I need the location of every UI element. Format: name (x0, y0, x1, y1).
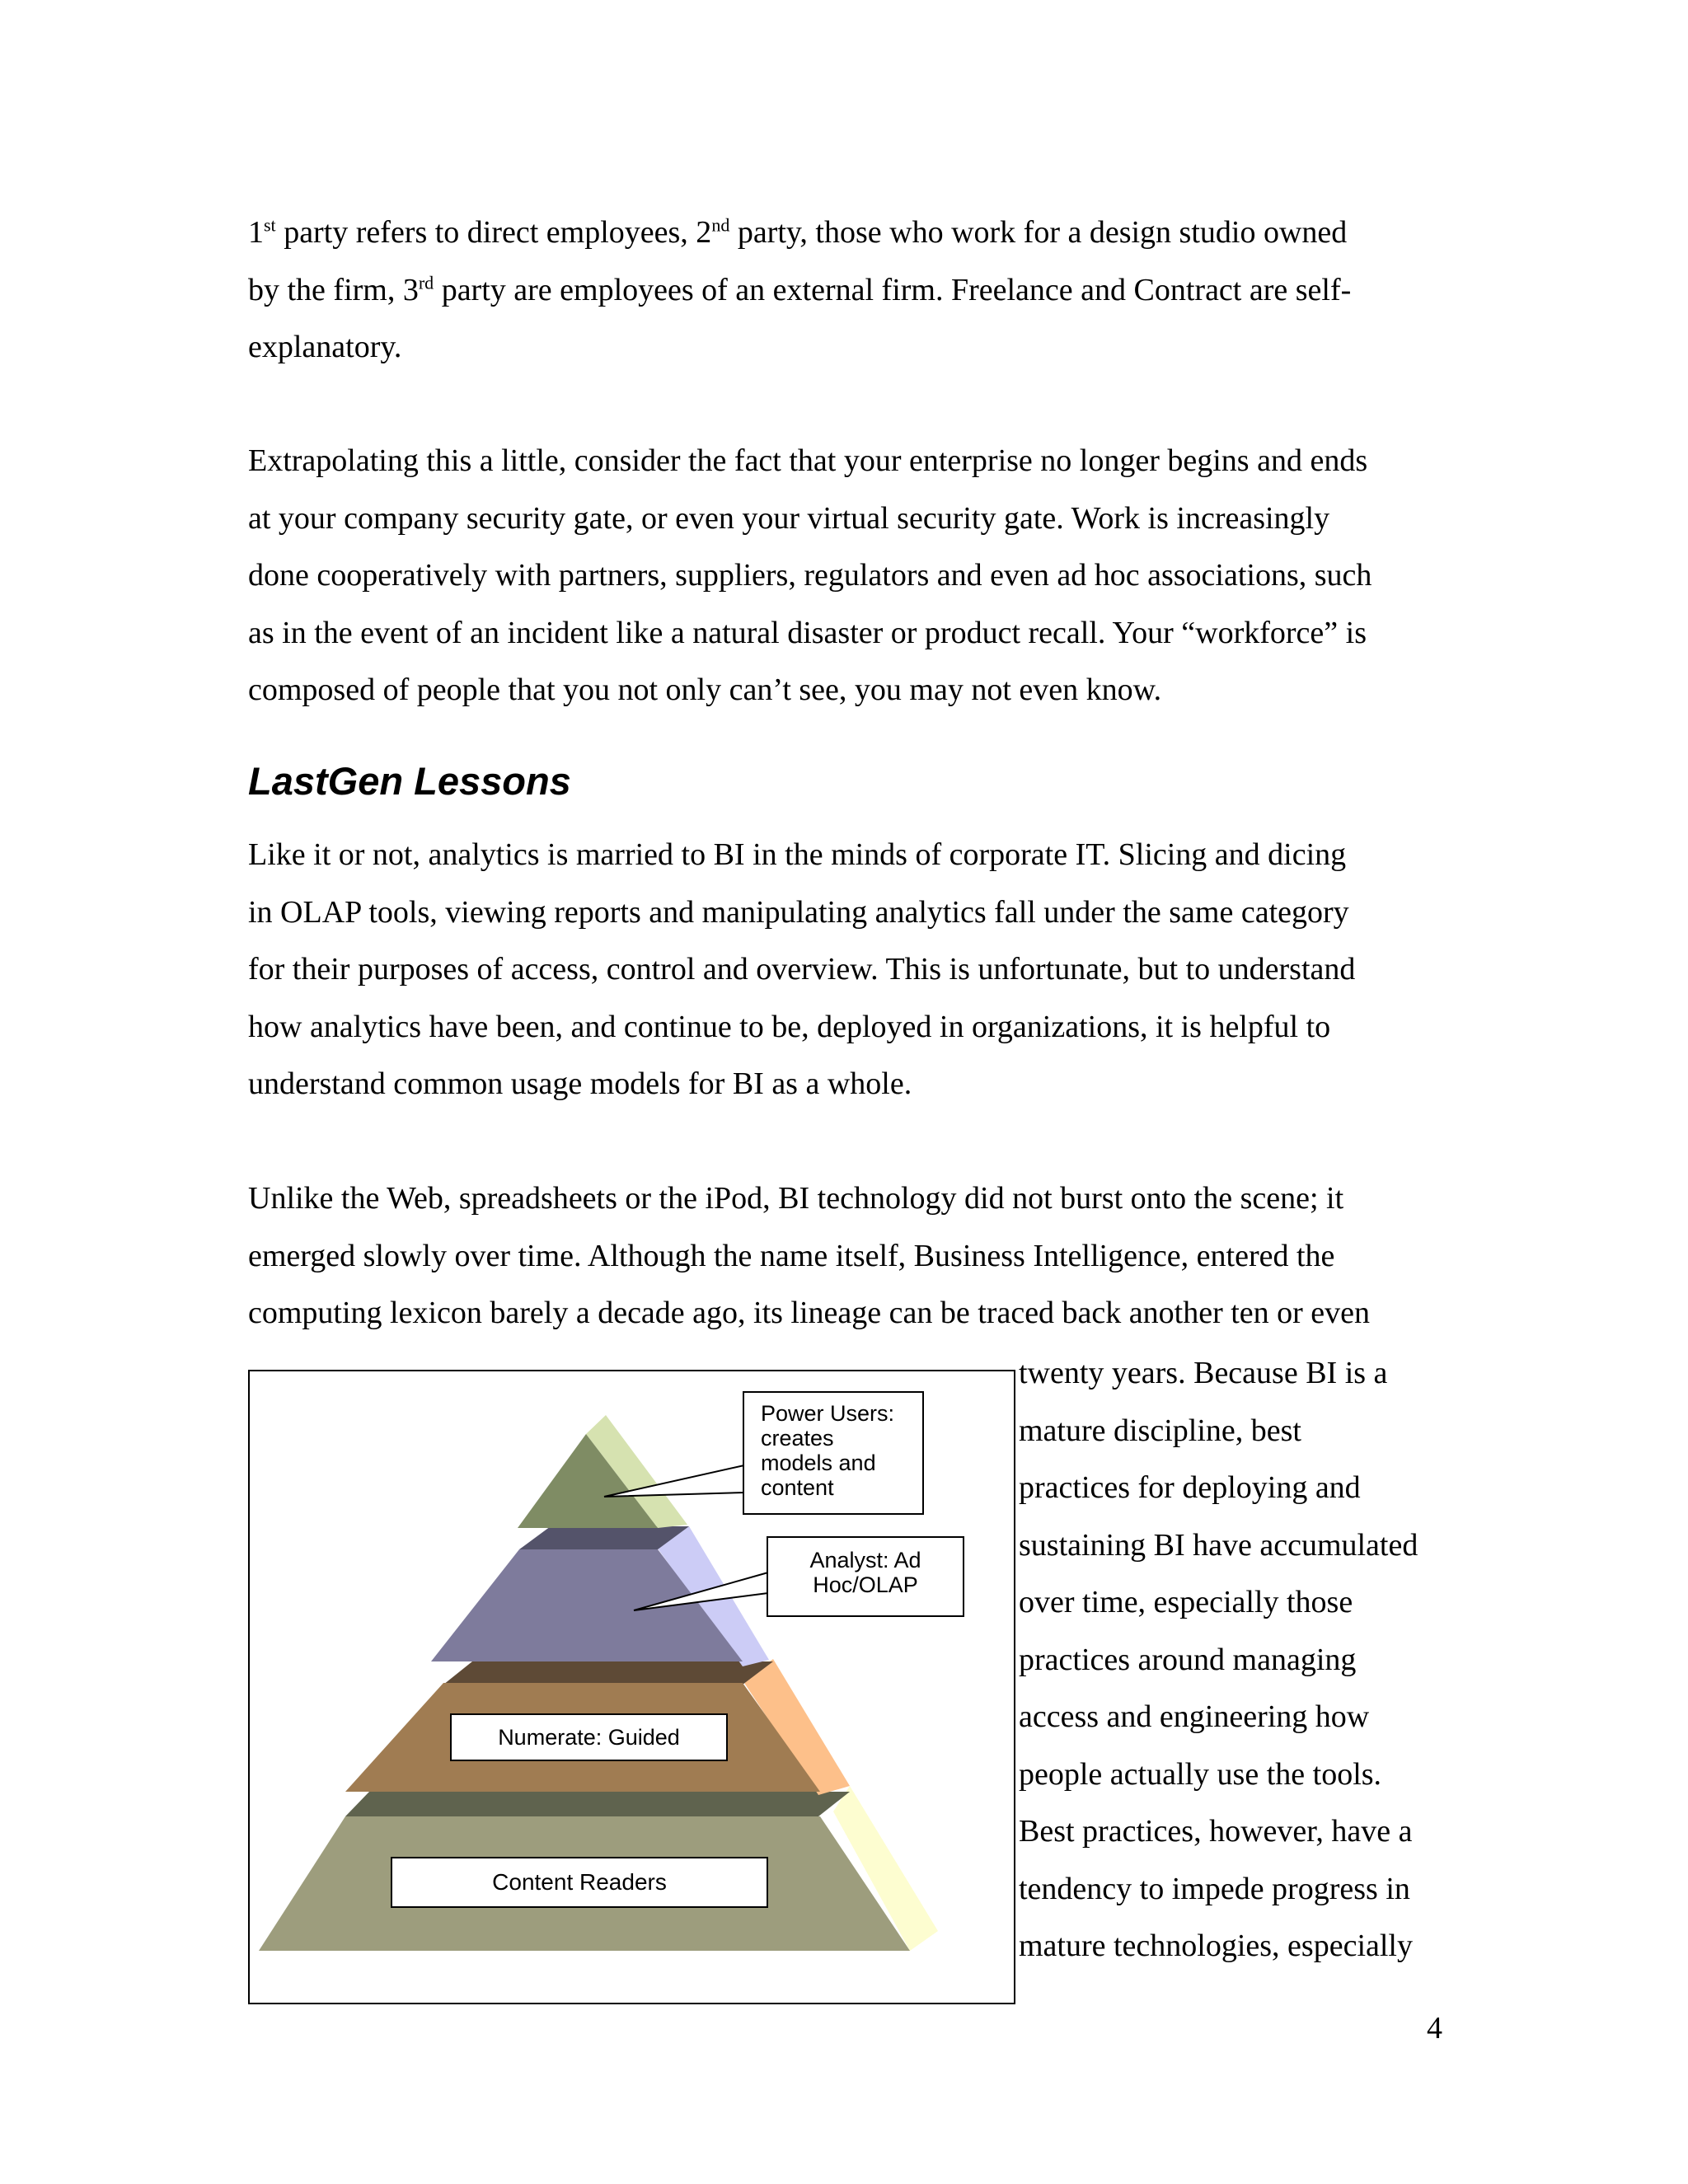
label-line: content (761, 1475, 834, 1500)
text-line: practices for deploying and (1019, 1470, 1361, 1505)
text-line: practices around managing (1019, 1642, 1357, 1677)
text-line: people actually use the tools. (1019, 1756, 1382, 1792)
paragraph-analytics-bi (248, 827, 1443, 1113)
section-heading: LastGen Lessons (248, 759, 571, 803)
paragraph-bi-history-wrapped (1019, 1345, 1447, 1975)
text-line: sustaining BI have accumulated (1019, 1527, 1418, 1563)
text-line: in OLAP tools, viewing reports and manipulating analytics fall under the same category (248, 894, 1349, 930)
label-line: models and (761, 1451, 876, 1475)
numerate-guided-label: Numerate: Guided (450, 1713, 728, 1761)
page-number: 4 (1427, 2011, 1442, 2046)
ordinal-number: 1 (248, 215, 264, 250)
label-line: creates (761, 1426, 834, 1451)
text-line: computing lexicon barely a decade ago, its lineage can be traced back another ten or even (248, 1296, 1371, 1330)
text-line: tendency to impede progress in (1019, 1871, 1410, 1906)
ordinal-suffix: nd (711, 214, 730, 236)
paragraph-party-definitions (248, 204, 1443, 377)
label-line: Analyst: Ad (809, 1548, 921, 1572)
bi-user-pyramid-figure (248, 1370, 1015, 2004)
text-run: by the firm, 3 (248, 272, 419, 307)
text-line: composed of people that you not only can’t see, you may not even know. (248, 673, 1162, 707)
text-line: emerged slowly over time. Although the name itself, Business Intelligence, entered the (248, 1238, 1335, 1273)
text-line: Best practices, however, have a (1019, 1814, 1413, 1849)
text-line: done cooperatively with partners, suppliers, regulators and even ad hoc associations, such (248, 558, 1372, 593)
ordinal-suffix: st (264, 214, 276, 236)
text-run: party are employees of an external firm. Freelance and Contract are self- (434, 272, 1352, 307)
paragraph-bi-history (248, 1170, 1443, 1343)
analyst-label (767, 1536, 964, 1617)
label-line: Hoc/OLAP (813, 1572, 918, 1597)
content-readers-label: Content Readers (391, 1857, 768, 1908)
text-line: over time, especially those (1019, 1585, 1353, 1619)
text-line: understand common usage models for BI as a whole. (248, 1066, 912, 1101)
text-run: party, those who work for a design studio owned (729, 215, 1348, 250)
text-line: mature technologies, especially (1019, 1929, 1413, 1963)
text-line: as in the event of an incident like a natural disaster or product recall. Your “workforce” is (248, 615, 1367, 650)
ordinal-suffix: rd (418, 271, 434, 293)
text-line: access and engineering how (1019, 1699, 1370, 1734)
text-line: Like it or not, analytics is married to BI in the minds of corporate IT. Slicing and dicing (248, 837, 1347, 872)
pyramid-base-ledge (345, 1792, 850, 1816)
text-line: how analytics have been, and continue to be, deployed in organizations, it is helpful to (248, 1009, 1331, 1044)
text-line: at your company security gate, or even your virtual security gate. Work is increasingly (248, 500, 1330, 536)
paragraph-extrapolating (248, 433, 1443, 719)
power-users-label (743, 1391, 924, 1515)
pyramid-third-ledge (443, 1661, 773, 1685)
label-line: Power Users: (761, 1401, 895, 1426)
text-line: Unlike the Web, spreadsheets or the iPod, BI technology did not burst onto the scene; it (248, 1181, 1344, 1216)
text-run: explanatory. (248, 330, 402, 364)
text-line: Extrapolating this a little, consider the fact that your enterprise no longer begins and ends (248, 443, 1368, 478)
text-line: for their purposes of access, control and overview. This is unfortunate, but to understand (248, 952, 1356, 987)
text-run: party refers to direct employees, 2 (275, 215, 712, 250)
text-line: mature discipline, best (1019, 1413, 1301, 1448)
text-line: twenty years. Because BI is a (1019, 1356, 1388, 1390)
